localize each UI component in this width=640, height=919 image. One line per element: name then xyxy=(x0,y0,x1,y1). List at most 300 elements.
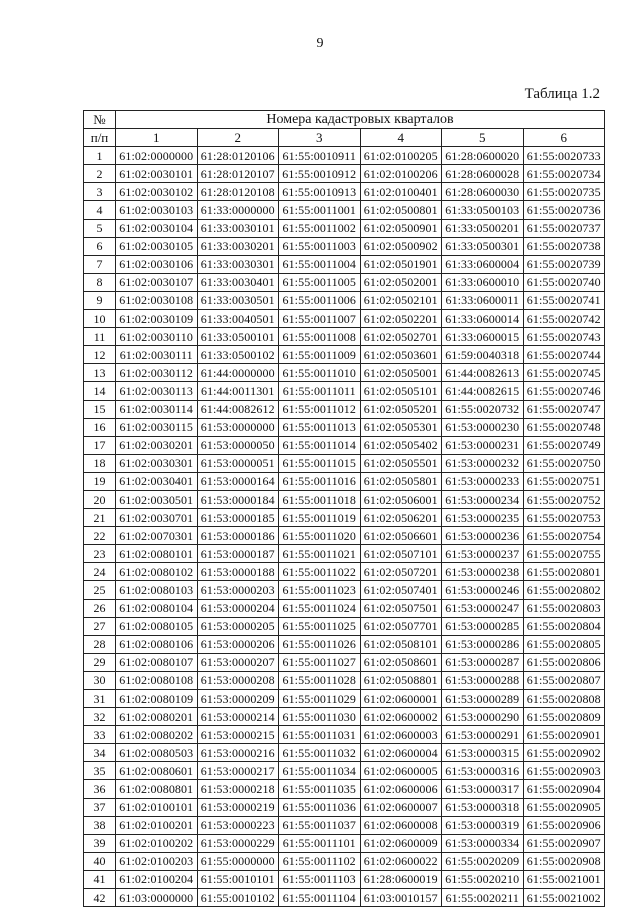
cadastral-number-cell: 61:55:0020752 xyxy=(523,490,605,508)
cadastral-number-cell: 61:55:0020754 xyxy=(523,527,605,545)
cadastral-number-cell: 61:02:0505001 xyxy=(360,364,442,382)
cadastral-number-cell: 61:02:0100203 xyxy=(116,852,198,870)
cadastral-number-cell: 61:02:0505301 xyxy=(360,418,442,436)
row-number: 35 xyxy=(84,762,116,780)
cadastral-number-cell: 61:55:0011023 xyxy=(279,581,361,599)
cadastral-number-cell: 61:55:0020209 xyxy=(442,852,524,870)
cadastral-number-cell: 61:02:0503601 xyxy=(360,346,442,364)
row-number: 33 xyxy=(84,726,116,744)
cadastral-number-cell: 61:02:0030701 xyxy=(116,509,198,527)
cadastral-number-cell: 61:02:0507701 xyxy=(360,617,442,635)
cadastral-number-cell: 61:02:0502701 xyxy=(360,328,442,346)
cadastral-number-cell: 61:55:0020805 xyxy=(523,635,605,653)
cadastral-number-cell: 61:55:0011024 xyxy=(279,599,361,617)
table-row xyxy=(84,780,605,798)
cadastral-number-cell: 61:53:0000232 xyxy=(442,454,524,472)
table-row xyxy=(84,346,605,364)
table-row xyxy=(84,653,605,671)
cadastral-number-cell: 61:53:0000187 xyxy=(197,545,279,563)
cadastral-number-cell: 61:33:0600004 xyxy=(442,255,524,273)
cadastral-number-cell: 61:55:0011002 xyxy=(279,219,361,237)
cadastral-number-cell: 61:55:0011013 xyxy=(279,418,361,436)
cadastral-number-cell: 61:28:0600019 xyxy=(360,870,442,888)
cadastral-number-cell: 61:33:0040501 xyxy=(197,310,279,328)
cadastral-quarters-table xyxy=(83,110,605,907)
cadastral-number-cell: 61:02:0506201 xyxy=(360,509,442,527)
row-number: 34 xyxy=(84,744,116,762)
cadastral-number-cell: 61:02:0030111 xyxy=(116,346,198,364)
table-row xyxy=(84,328,605,346)
cadastral-number-cell: 61:55:0021002 xyxy=(523,889,605,907)
row-number: 27 xyxy=(84,617,116,635)
cadastral-number-cell: 61:53:0000203 xyxy=(197,581,279,599)
table-row xyxy=(84,708,605,726)
cadastral-number-cell: 61:55:0020734 xyxy=(523,165,605,183)
cadastral-number-cell: 61:53:0000204 xyxy=(197,599,279,617)
cadastral-number-cell: 61:53:0000216 xyxy=(197,744,279,762)
cadastral-number-cell: 61:55:0011037 xyxy=(279,816,361,834)
cadastral-number-cell: 61:02:0080109 xyxy=(116,690,198,708)
table-row xyxy=(84,183,605,201)
cadastral-number-cell: 61:53:0000247 xyxy=(442,599,524,617)
cadastral-number-cell: 61:53:0000315 xyxy=(442,744,524,762)
cadastral-number-cell: 61:55:0011102 xyxy=(279,852,361,870)
cadastral-number-cell: 61:33:0030101 xyxy=(197,219,279,237)
cadastral-number-cell: 61:53:0000164 xyxy=(197,472,279,490)
cadastral-number-cell: 61:55:0011010 xyxy=(279,364,361,382)
table-row xyxy=(84,291,605,309)
cadastral-number-cell: 61:02:0080102 xyxy=(116,563,198,581)
table-row xyxy=(84,310,605,328)
cadastral-number-cell: 61:55:0011022 xyxy=(279,563,361,581)
table-row xyxy=(84,201,605,219)
cadastral-number-cell: 61:53:0000291 xyxy=(442,726,524,744)
cadastral-number-cell: 61:55:0000000 xyxy=(197,852,279,870)
cadastral-number-cell: 61:02:0100206 xyxy=(360,165,442,183)
cadastral-number-cell: 61:53:0000000 xyxy=(197,418,279,436)
cadastral-number-cell: 61:53:0000186 xyxy=(197,527,279,545)
row-number: 1 xyxy=(84,147,116,165)
row-number: 4 xyxy=(84,201,116,219)
cadastral-number-cell: 61:55:0011035 xyxy=(279,780,361,798)
table-row xyxy=(84,255,605,273)
cadastral-number-cell: 61:02:0030104 xyxy=(116,219,198,237)
cadastral-number-cell: 61:55:0020737 xyxy=(523,219,605,237)
cadastral-number-cell: 61:02:0506601 xyxy=(360,527,442,545)
row-number: 42 xyxy=(84,889,116,907)
cadastral-number-cell: 61:53:0000208 xyxy=(197,671,279,689)
cadastral-number-cell: 61:55:0011003 xyxy=(279,237,361,255)
row-number: 2 xyxy=(84,165,116,183)
cadastral-number-cell: 61:44:0000000 xyxy=(197,364,279,382)
cadastral-number-cell: 61:02:0500801 xyxy=(360,201,442,219)
table-row xyxy=(84,581,605,599)
cadastral-number-cell: 61:55:0010911 xyxy=(279,147,361,165)
cadastral-number-cell: 61:55:0011012 xyxy=(279,400,361,418)
cadastral-number-cell: 61:53:0000205 xyxy=(197,617,279,635)
cadastral-number-cell: 61:53:0000229 xyxy=(197,834,279,852)
cadastral-number-cell: 61:02:0080601 xyxy=(116,762,198,780)
table-row xyxy=(84,726,605,744)
row-number: 8 xyxy=(84,273,116,291)
cadastral-number-cell: 61:55:0020746 xyxy=(523,382,605,400)
cadastral-number-cell: 61:02:0030107 xyxy=(116,273,198,291)
cadastral-number-cell: 61:03:0000000 xyxy=(116,889,198,907)
table-row xyxy=(84,617,605,635)
cadastral-number-cell: 61:02:0030110 xyxy=(116,328,198,346)
cadastral-number-cell: 61:55:0011030 xyxy=(279,708,361,726)
cadastral-number-cell: 61:02:0501901 xyxy=(360,255,442,273)
cadastral-number-cell: 61:02:0030201 xyxy=(116,436,198,454)
header-column-number: 4 xyxy=(360,129,442,147)
cadastral-number-cell: 61:02:0030113 xyxy=(116,382,198,400)
cadastral-number-cell: 61:28:0120107 xyxy=(197,165,279,183)
cadastral-number-cell: 61:55:0010101 xyxy=(197,870,279,888)
table-row xyxy=(84,599,605,617)
cadastral-number-cell: 61:55:0020905 xyxy=(523,798,605,816)
row-number: 16 xyxy=(84,418,116,436)
row-number: 7 xyxy=(84,255,116,273)
cadastral-number-cell: 61:02:0500902 xyxy=(360,237,442,255)
row-number: 37 xyxy=(84,798,116,816)
table-row xyxy=(84,852,605,870)
cadastral-number-cell: 61:55:0020801 xyxy=(523,563,605,581)
table-row xyxy=(84,400,605,418)
cadastral-number-cell: 61:55:0020753 xyxy=(523,509,605,527)
cadastral-number-cell: 61:55:0020809 xyxy=(523,708,605,726)
cadastral-number-cell: 61:53:0000207 xyxy=(197,653,279,671)
cadastral-number-cell: 61:02:0100101 xyxy=(116,798,198,816)
table-row xyxy=(84,454,605,472)
cadastral-number-cell: 61:55:0011027 xyxy=(279,653,361,671)
cadastral-number-cell: 61:55:0020903 xyxy=(523,762,605,780)
header-column-number: 6 xyxy=(523,129,605,147)
table-row xyxy=(84,870,605,888)
cadastral-number-cell: 61:02:0502101 xyxy=(360,291,442,309)
cadastral-number-cell: 61:02:0505101 xyxy=(360,382,442,400)
cadastral-number-cell: 61:55:0020751 xyxy=(523,472,605,490)
cadastral-number-cell: 61:33:0600015 xyxy=(442,328,524,346)
cadastral-number-cell: 61:02:0100204 xyxy=(116,870,198,888)
header-column-number: 3 xyxy=(279,129,361,147)
row-number: 10 xyxy=(84,310,116,328)
cadastral-number-cell: 61:55:0020747 xyxy=(523,400,605,418)
cadastral-number-cell: 61:55:0011028 xyxy=(279,671,361,689)
cadastral-number-cell: 61:33:0030401 xyxy=(197,273,279,291)
cadastral-number-cell: 61:55:0011009 xyxy=(279,346,361,364)
cadastral-number-cell: 61:53:0000317 xyxy=(442,780,524,798)
cadastral-number-cell: 61:55:0010912 xyxy=(279,165,361,183)
table-row xyxy=(84,635,605,653)
row-number: 23 xyxy=(84,545,116,563)
cadastral-number-cell: 61:53:0000319 xyxy=(442,816,524,834)
cadastral-number-cell: 61:33:0030301 xyxy=(197,255,279,273)
cadastral-number-cell: 61:02:0030114 xyxy=(116,400,198,418)
cadastral-number-cell: 61:02:0030301 xyxy=(116,454,198,472)
row-number: 18 xyxy=(84,454,116,472)
table-row xyxy=(84,563,605,581)
cadastral-number-cell: 61:02:0080108 xyxy=(116,671,198,689)
cadastral-number-cell: 61:33:0500201 xyxy=(442,219,524,237)
cadastral-number-cell: 61:55:0020804 xyxy=(523,617,605,635)
cadastral-number-cell: 61:02:0030108 xyxy=(116,291,198,309)
cadastral-number-cell: 61:02:0100202 xyxy=(116,834,198,852)
cadastral-number-cell: 61:55:0011016 xyxy=(279,472,361,490)
cadastral-number-cell: 61:53:0000230 xyxy=(442,418,524,436)
cadastral-number-cell: 61:33:0600011 xyxy=(442,291,524,309)
cadastral-number-cell: 61:55:0020743 xyxy=(523,328,605,346)
cadastral-number-cell: 61:53:0000235 xyxy=(442,509,524,527)
cadastral-number-cell: 61:55:0011018 xyxy=(279,490,361,508)
cadastral-number-cell: 61:02:0080202 xyxy=(116,726,198,744)
cadastral-number-cell: 61:28:0600020 xyxy=(442,147,524,165)
table-row xyxy=(84,165,605,183)
cadastral-number-cell: 61:33:0500101 xyxy=(197,328,279,346)
cadastral-number-cell: 61:02:0600009 xyxy=(360,834,442,852)
cadastral-number-cell: 61:55:0020755 xyxy=(523,545,605,563)
cadastral-number-cell: 61:55:0020739 xyxy=(523,255,605,273)
cadastral-number-cell: 61:02:0030115 xyxy=(116,418,198,436)
header-number-sign: № xyxy=(84,111,116,129)
table-row xyxy=(84,798,605,816)
row-number: 17 xyxy=(84,436,116,454)
row-number: 36 xyxy=(84,780,116,798)
row-number: 40 xyxy=(84,852,116,870)
cadastral-number-cell: 61:55:0011004 xyxy=(279,255,361,273)
cadastral-number-cell: 61:53:0000237 xyxy=(442,545,524,563)
cadastral-number-cell: 61:55:0011101 xyxy=(279,834,361,852)
row-number: 29 xyxy=(84,653,116,671)
cadastral-number-cell: 61:53:0000214 xyxy=(197,708,279,726)
cadastral-number-cell: 61:02:0507501 xyxy=(360,599,442,617)
cadastral-number-cell: 61:02:0080801 xyxy=(116,780,198,798)
row-number: 24 xyxy=(84,563,116,581)
row-number: 9 xyxy=(84,291,116,309)
cadastral-number-cell: 61:55:0011006 xyxy=(279,291,361,309)
cadastral-number-cell: 61:02:0508601 xyxy=(360,653,442,671)
cadastral-number-cell: 61:02:0600022 xyxy=(360,852,442,870)
cadastral-number-cell: 61:44:0082615 xyxy=(442,382,524,400)
cadastral-number-cell: 61:55:0020744 xyxy=(523,346,605,364)
table-caption: Таблица 1.2 xyxy=(524,86,600,102)
cadastral-number-cell: 61:28:0600028 xyxy=(442,165,524,183)
cadastral-number-cell: 61:55:0011026 xyxy=(279,635,361,653)
table-row xyxy=(84,671,605,689)
row-number: 6 xyxy=(84,237,116,255)
cadastral-number-cell: 61:33:0500103 xyxy=(442,201,524,219)
cadastral-number-cell: 61:02:0080104 xyxy=(116,599,198,617)
cadastral-number-cell: 61:55:0011021 xyxy=(279,545,361,563)
cadastral-number-cell: 61:55:0011005 xyxy=(279,273,361,291)
cadastral-number-cell: 61:02:0080101 xyxy=(116,545,198,563)
row-number: 26 xyxy=(84,599,116,617)
table-row xyxy=(84,816,605,834)
row-number: 11 xyxy=(84,328,116,346)
cadastral-number-cell: 61:55:0011001 xyxy=(279,201,361,219)
table-row xyxy=(84,147,605,165)
cadastral-number-cell: 61:02:0030105 xyxy=(116,237,198,255)
cadastral-number-cell: 61:02:0030112 xyxy=(116,364,198,382)
table-row xyxy=(84,382,605,400)
cadastral-number-cell: 61:02:0030501 xyxy=(116,490,198,508)
cadastral-number-cell: 61:53:0000206 xyxy=(197,635,279,653)
cadastral-number-cell: 61:02:0600001 xyxy=(360,690,442,708)
cadastral-number-cell: 61:55:0021001 xyxy=(523,870,605,888)
cadastral-number-cell: 61:55:0020738 xyxy=(523,237,605,255)
cadastral-number-cell: 61:55:0011103 xyxy=(279,870,361,888)
header-column-number: 1 xyxy=(116,129,198,147)
cadastral-number-cell: 61:02:0500901 xyxy=(360,219,442,237)
header-group-title: Номера кадастровых кварталов xyxy=(116,111,605,129)
cadastral-number-cell: 61:33:0600014 xyxy=(442,310,524,328)
header-column-number: 2 xyxy=(197,129,279,147)
cadastral-number-cell: 61:55:0011011 xyxy=(279,382,361,400)
cadastral-number-cell: 61:53:0000289 xyxy=(442,690,524,708)
cadastral-number-cell: 61:55:0020802 xyxy=(523,581,605,599)
cadastral-number-cell: 61:02:0070301 xyxy=(116,527,198,545)
table-row xyxy=(84,509,605,527)
row-number: 28 xyxy=(84,635,116,653)
cadastral-number-cell: 61:02:0508801 xyxy=(360,671,442,689)
row-number: 38 xyxy=(84,816,116,834)
cadastral-number-cell: 61:53:0000050 xyxy=(197,436,279,454)
cadastral-number-cell: 61:55:0020748 xyxy=(523,418,605,436)
cadastral-number-cell: 61:02:0080201 xyxy=(116,708,198,726)
row-number: 5 xyxy=(84,219,116,237)
cadastral-number-cell: 61:53:0000217 xyxy=(197,762,279,780)
header-row-bottom xyxy=(84,129,605,147)
cadastral-number-cell: 61:02:0030101 xyxy=(116,165,198,183)
cadastral-number-cell: 61:55:0020741 xyxy=(523,291,605,309)
cadastral-number-cell: 61:53:0000185 xyxy=(197,509,279,527)
table-row xyxy=(84,418,605,436)
cadastral-number-cell: 61:55:0020740 xyxy=(523,273,605,291)
cadastral-number-cell: 61:28:0120106 xyxy=(197,147,279,165)
cadastral-number-cell: 61:02:0030109 xyxy=(116,310,198,328)
header-row-top xyxy=(84,111,605,129)
cadastral-number-cell: 61:55:0020732 xyxy=(442,400,524,418)
table-row xyxy=(84,472,605,490)
cadastral-number-cell: 61:02:0502201 xyxy=(360,310,442,328)
table-row xyxy=(84,744,605,762)
cadastral-number-cell: 61:02:0000000 xyxy=(116,147,198,165)
cadastral-number-cell: 61:59:0040318 xyxy=(442,346,524,364)
cadastral-number-cell: 61:02:0508101 xyxy=(360,635,442,653)
cadastral-number-cell: 61:28:0120108 xyxy=(197,183,279,201)
cadastral-number-cell: 61:55:0020735 xyxy=(523,183,605,201)
table-row xyxy=(84,364,605,382)
row-number: 22 xyxy=(84,527,116,545)
cadastral-number-cell: 61:53:0000246 xyxy=(442,581,524,599)
cadastral-number-cell: 61:02:0505801 xyxy=(360,472,442,490)
cadastral-number-cell: 61:53:0000236 xyxy=(442,527,524,545)
cadastral-number-cell: 61:02:0600003 xyxy=(360,726,442,744)
cadastral-number-cell: 61:55:0010913 xyxy=(279,183,361,201)
table-row xyxy=(84,889,605,907)
cadastral-number-cell: 61:53:0000287 xyxy=(442,653,524,671)
row-number: 12 xyxy=(84,346,116,364)
cadastral-number-cell: 61:02:0600007 xyxy=(360,798,442,816)
cadastral-number-cell: 61:53:0000238 xyxy=(442,563,524,581)
cadastral-number-cell: 61:55:0011007 xyxy=(279,310,361,328)
cadastral-number-cell: 61:33:0030201 xyxy=(197,237,279,255)
header-row-index-label: п/п xyxy=(84,129,116,147)
cadastral-number-cell: 61:33:0600010 xyxy=(442,273,524,291)
cadastral-number-cell: 61:55:0020902 xyxy=(523,744,605,762)
cadastral-number-cell: 61:02:0505201 xyxy=(360,400,442,418)
cadastral-number-cell: 61:53:0000318 xyxy=(442,798,524,816)
cadastral-number-cell: 61:53:0000316 xyxy=(442,762,524,780)
cadastral-number-cell: 61:55:0011019 xyxy=(279,509,361,527)
cadastral-number-cell: 61:33:0500102 xyxy=(197,346,279,364)
cadastral-number-cell: 61:53:0000288 xyxy=(442,671,524,689)
cadastral-number-cell: 61:44:0082613 xyxy=(442,364,524,382)
cadastral-number-cell: 61:02:0080105 xyxy=(116,617,198,635)
cadastral-number-cell: 61:55:0020749 xyxy=(523,436,605,454)
cadastral-number-cell: 61:55:0011014 xyxy=(279,436,361,454)
table-row xyxy=(84,762,605,780)
cadastral-number-cell: 61:53:0000215 xyxy=(197,726,279,744)
cadastral-number-cell: 61:02:0080103 xyxy=(116,581,198,599)
cadastral-number-cell: 61:55:0020808 xyxy=(523,690,605,708)
row-number: 30 xyxy=(84,671,116,689)
cadastral-number-cell: 61:55:0011034 xyxy=(279,762,361,780)
cadastral-number-cell: 61:55:0020906 xyxy=(523,816,605,834)
cadastral-number-cell: 61:55:0011029 xyxy=(279,690,361,708)
cadastral-number-cell: 61:55:0020807 xyxy=(523,671,605,689)
table-row xyxy=(84,690,605,708)
cadastral-number-cell: 61:53:0000051 xyxy=(197,454,279,472)
cadastral-number-cell: 61:55:0011032 xyxy=(279,744,361,762)
cadastral-number-cell: 61:02:0030103 xyxy=(116,201,198,219)
row-number: 21 xyxy=(84,509,116,527)
table-body xyxy=(84,147,605,907)
cadastral-number-cell: 61:02:0100205 xyxy=(360,147,442,165)
cadastral-number-cell: 61:55:0010102 xyxy=(197,889,279,907)
cadastral-number-cell: 61:55:0020907 xyxy=(523,834,605,852)
cadastral-number-cell: 61:53:0000223 xyxy=(197,816,279,834)
cadastral-number-cell: 61:53:0000286 xyxy=(442,635,524,653)
cadastral-number-cell: 61:55:0020750 xyxy=(523,454,605,472)
cadastral-number-cell: 61:33:0000000 xyxy=(197,201,279,219)
table-row xyxy=(84,436,605,454)
cadastral-number-cell: 61:53:0000218 xyxy=(197,780,279,798)
cadastral-number-cell: 61:55:0020733 xyxy=(523,147,605,165)
cadastral-number-cell: 61:33:0500301 xyxy=(442,237,524,255)
cadastral-number-cell: 61:02:0100201 xyxy=(116,816,198,834)
cadastral-number-cell: 61:55:0020211 xyxy=(442,889,524,907)
cadastral-number-cell: 61:53:0000290 xyxy=(442,708,524,726)
cadastral-number-cell: 61:53:0000285 xyxy=(442,617,524,635)
row-number: 20 xyxy=(84,490,116,508)
cadastral-number-cell: 61:55:0020901 xyxy=(523,726,605,744)
row-number: 3 xyxy=(84,183,116,201)
cadastral-number-cell: 61:02:0600008 xyxy=(360,816,442,834)
table-row xyxy=(84,237,605,255)
cadastral-number-cell: 61:33:0030501 xyxy=(197,291,279,309)
cadastral-number-cell: 61:55:0011104 xyxy=(279,889,361,907)
cadastral-number-cell: 61:28:0600030 xyxy=(442,183,524,201)
cadastral-number-cell: 61:53:0000209 xyxy=(197,690,279,708)
cadastral-number-cell: 61:55:0011008 xyxy=(279,328,361,346)
row-number: 31 xyxy=(84,690,116,708)
cadastral-number-cell: 61:02:0080107 xyxy=(116,653,198,671)
cadastral-number-cell: 61:02:0030106 xyxy=(116,255,198,273)
cadastral-number-cell: 61:02:0505402 xyxy=(360,436,442,454)
cadastral-number-cell: 61:02:0100401 xyxy=(360,183,442,201)
page-number: 9 xyxy=(316,36,324,51)
cadastral-number-cell: 61:02:0080503 xyxy=(116,744,198,762)
